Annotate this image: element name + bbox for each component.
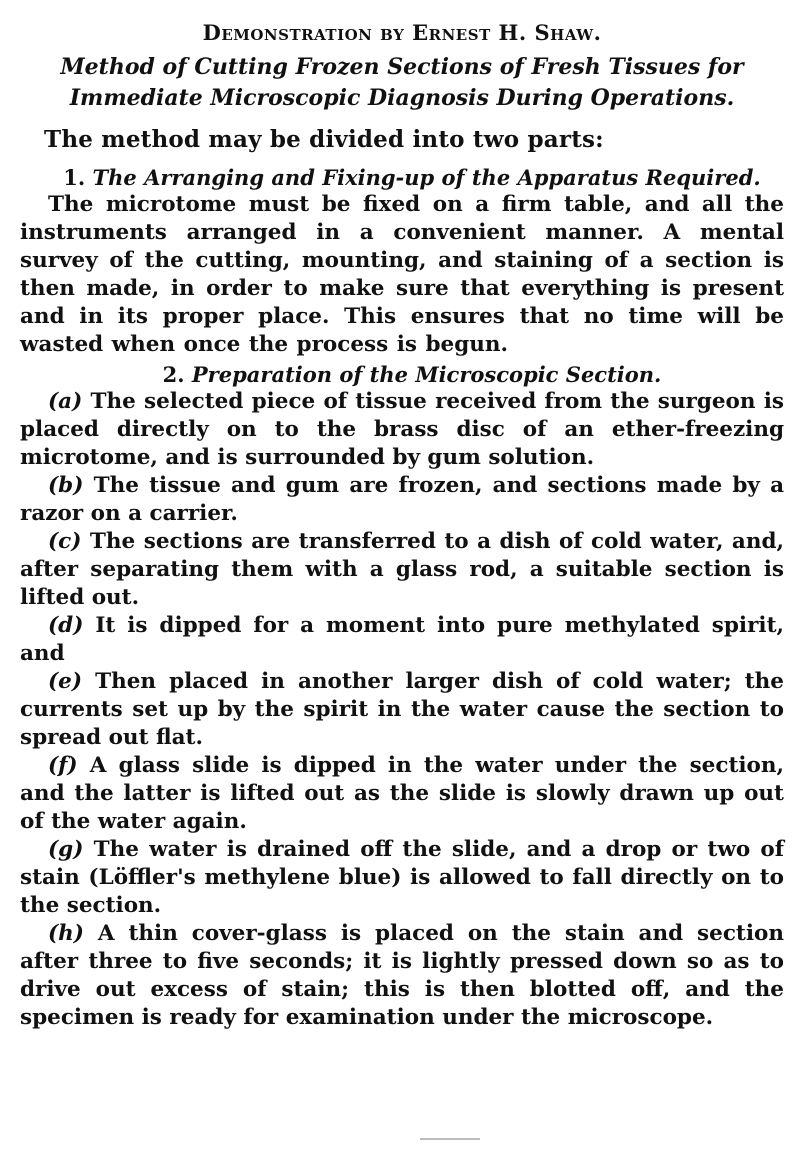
item-text: The water is drained off the slide, and a drop or two of stain (Löffler's methylene blue) is allowed to fall directly on to the section.: [20, 837, 784, 918]
list-item: [20, 528, 784, 612]
list-item: [20, 920, 784, 1032]
list-item: [20, 752, 784, 836]
part1-title: The Arranging and Fixing-up of the Apparatus Required.: [92, 165, 761, 190]
item-text: The tissue and gum are frozen, and sections made by a razor on a carrier.: [20, 473, 784, 526]
intro-sentence: The method may be divided into two parts:: [44, 126, 604, 153]
list-item: [20, 472, 784, 528]
page-rule: [420, 1138, 480, 1140]
part1-heading: [60, 164, 764, 191]
list-item: [20, 388, 784, 472]
part2-title: Preparation of the Microscopic Section.: [191, 362, 662, 387]
item-text: The selected piece of tissue received from the surgeon is placed directly on to the brass disc of an ether-freezing microtome, and is surrounded by gum solution.: [20, 389, 784, 470]
item-text: Then placed in another larger dish of cold water; the currents set up by the spirit in the water cause the section to spread out flat.: [20, 669, 784, 750]
item-marker: (b): [48, 473, 84, 498]
list-item: [20, 836, 784, 920]
item-marker: (d): [48, 613, 84, 638]
item-marker: (f): [48, 753, 78, 778]
item-marker: (e): [48, 669, 83, 694]
item-marker: (g): [48, 837, 84, 862]
list-item: [20, 668, 784, 752]
item-text: A glass slide is dipped in the water under the section, and the latter is lifted out as the slide is slowly drawn up out of the water again.: [20, 753, 784, 834]
part1-number: 1.: [63, 165, 86, 190]
item-marker: (c): [48, 529, 82, 554]
document-page: [20, 18, 784, 1032]
part1-body: The microtome must be fixed on a firm table, and all the instruments arranged in a convenient manner. A mental survey of the cutting, mounting, and staining of a section is then made, in order to make sure that everything is present and in its proper place. This ensures that no time will be wasted when once the process is begun.: [20, 192, 784, 357]
item-text: It is dipped for a moment into pure methylated spirit, and: [20, 613, 784, 666]
item-marker: (a): [48, 389, 83, 414]
part2-number: 2.: [162, 362, 185, 387]
method-subtitle: Method of Cutting Frozen Sections of Fresh Tissues for Immediate Microscopic Diagnosis During Operations.: [60, 54, 744, 111]
item-text: The sections are transferred to a dish of cold water, and, after separating them with a glass rod, a suitable section is lifted out.: [20, 529, 784, 610]
demonstration-heading: Demonstration by Ernest H. Shaw.: [202, 20, 602, 45]
item-marker: (h): [48, 921, 84, 946]
item-text: A thin cover-glass is placed on the stain and section after three to five seconds; it is lightly pressed down so as to drive out excess of stain; this is then blotted off, and the specimen is ready for examination under the microscope.: [20, 921, 784, 1030]
part2-heading: [60, 361, 764, 388]
list-item: [20, 612, 784, 668]
